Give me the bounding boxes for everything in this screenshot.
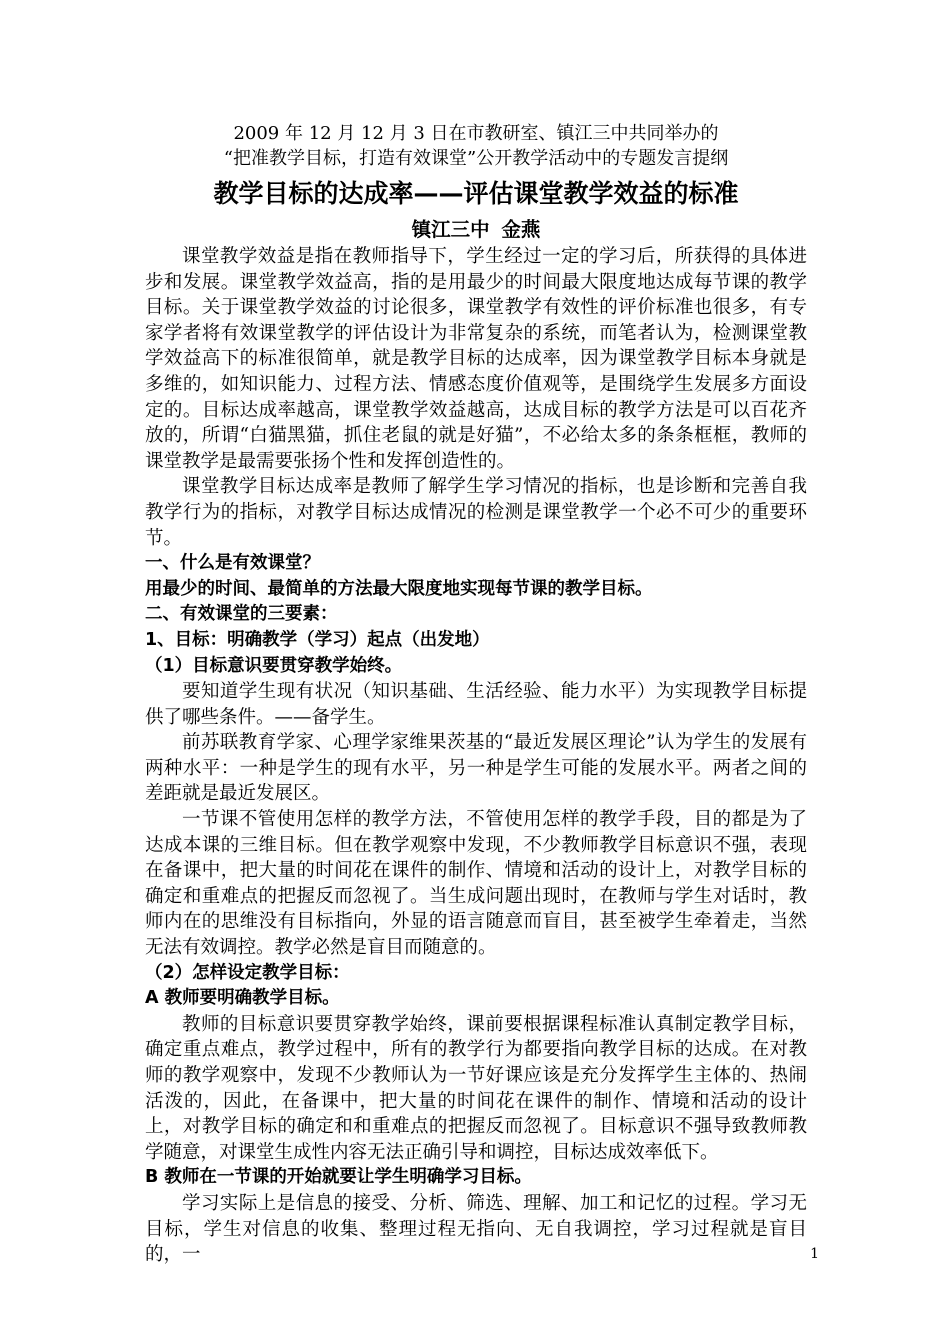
- subsection-heading: （2）怎样设定教学目标：: [145, 962, 350, 983]
- paragraph: 前苏联教育学家、心理学家维果茨基的“最近发展区理论”认为学生的发展有两种水平：一种是学生的现有水平，另一种是学生可能的发展水平。两者之间的差距就是最近发展区。: [145, 732, 807, 805]
- paragraph: 课堂教学目标达成率是教师了解学生学习情况的指标，也是诊断和完善自我教学行为的指标，对教学目标达成情况的检测是课堂教学一个必不可少的重要环节。: [145, 476, 807, 549]
- header-line-1: 2009 年 12 月 12 月 3 日在市教研室、镇江三中共同举办的: [233, 123, 719, 144]
- paragraph: 要知道学生现有状况（知识基础、生活经验、能力水平）为实现教学目标提供了哪些条件。——备学生。: [145, 681, 807, 728]
- section-answer: 用最少的时间、最简单的方法最大限度地实现每节课的教学目标。: [145, 578, 653, 599]
- author-line: 镇江三中 金燕: [411, 218, 541, 241]
- document-body: [145, 121, 807, 1268]
- paragraph: 一节课不管使用怎样的教学方法，不管使用怎样的教学手段，目的都是为了达成本课的三维目标。但在教学观察中发现，不少教师教学目标意识不强，表现在备课中，把大量的时间花在课件的制作、情境和活动的设计上，对教学目标的确定和重难点的把握反而忽视了。当生成问题出现时，在教师与学生对话时，教师内在的思维没有目标指向，外显的语言随意而盲目，甚至被学生牵着走，当然无法有效调控。教学必然是盲目而随意的。: [145, 809, 807, 959]
- subsection-heading: （1）目标意识要贯穿教学始终。: [145, 655, 403, 676]
- paragraph: 课堂教学效益是指在教师指导下，学生经过一定的学习后，所获得的具体进步和发展。课堂教学效益高，指的是用最少的时间最大限度地达成每节课的教学目标。关于课堂教学效益的讨论很多，课堂教学有效性的评价标准也很多，有专家学者将有效课堂教学的评估设计为非常复杂的系统，而笔者认为，检测课堂教学效益高下的标准很简单，就是教学目标的达成率，因为课堂教学目标本身就是多维的，如知识能力、过程方法、情感态度价值观等，是围绕学生发展多方面设定的。目标达成率越高，课堂教学效益越高，达成目标的教学方法是可以百花齐放的，所谓“白猫黑猫，抓住老鼠的就是好猫”，不必给太多的条条框框，教师的课堂教学是最需要张扬个性和发挥创造性的。: [145, 246, 807, 472]
- document-title: 教学目标的达成率——评估课堂教学效益的标准: [213, 179, 739, 208]
- paragraph: 教师的目标意识要贯穿教学始终，课前要根据课程标准认真制定教学目标，确定重点难点，教学过程中，所有的教学行为都要指向教学目标的达成。在对教师的教学观察中，发现不少教师认为一节好课应该是充分发挥学生主体的、热闹活泼的，因此，在备课中，把大量的时间花在课件的制作、情境和活动的设计上，对教学目标的确定和和重难点的把握反而忽视了。目标意识不强导致教师教学随意，对课堂生成性内容无法正确引导和调控，目标达成效率低下。: [145, 1013, 807, 1163]
- paragraph: 学习实际上是信息的接受、分析、筛选、理解、加工和记忆的过程。学习无目标，学生对信息的收集、整理过程无指向、无自我调控，学习过程就是盲目的，一: [145, 1192, 807, 1266]
- page-number: 1: [810, 1246, 819, 1262]
- subsection-heading: 1、目标：明确教学（学习）起点（出发地）: [145, 629, 490, 650]
- subsection-heading: A 教师要明确教学目标。: [145, 988, 340, 1009]
- header-line-2: “把准教学目标，打造有效课堂”公开教学活动中的专题发言提纲: [223, 148, 729, 169]
- subsection-heading: B 教师在一节课的开始就要让学生明确学习目标。: [145, 1167, 532, 1188]
- section-heading: 一、什么是有效课堂？: [145, 553, 320, 574]
- section-heading: 二、有效课堂的三要素：: [145, 604, 338, 625]
